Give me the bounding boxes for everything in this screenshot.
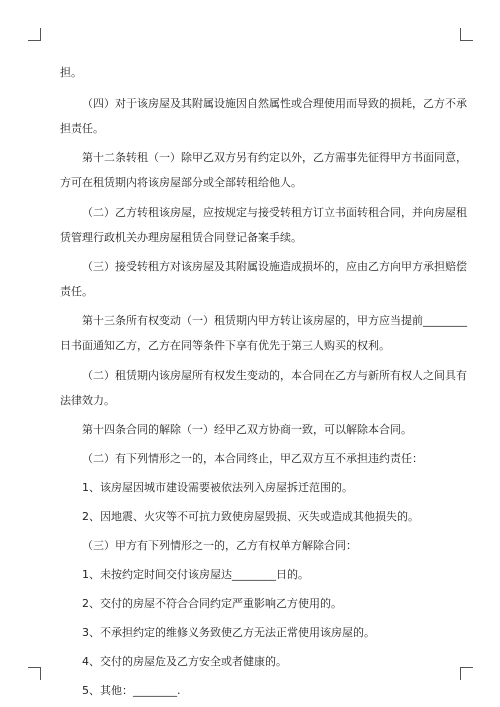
text-line: 5、其他：________.	[82, 684, 181, 697]
text-line: 2、因地震、火灾等不可抗力致使房屋毁损、灭失或造成其他损失的。	[82, 510, 419, 523]
text-line: 法律效力。	[60, 394, 115, 407]
text-line: （三）接受转租方对该房屋及其附属设施造成损坏的，应由乙方向甲方承担赔偿	[82, 260, 467, 273]
text-line: （二）租赁期内该房屋所有权发生变动的，本合同在乙方与新所有权人之间具有	[82, 369, 467, 382]
crop-mark-top-left	[28, 28, 41, 41]
text-line: （三）甲方有下列情形之一的，乙方有权单方解除合同：	[82, 539, 357, 552]
text-line: 2、交付的房屋不符合合同约定严重影响乙方使用的。	[82, 597, 342, 610]
text-line: 日书面通知乙方，乙方在同等条件下享有优先于第三人购买的权利。	[60, 339, 390, 352]
text-line: 3、不承担约定的维修义务致使乙方无法正常使用该房屋的。	[82, 626, 375, 639]
text-line: 1、未按约定时间交付该房屋达________日的。	[82, 568, 309, 581]
text-line: 第十二条转租（一）除甲乙双方另有约定以外，乙方需事先征得甲方书面同意，	[82, 151, 467, 164]
crop-mark-top-right	[460, 28, 473, 41]
text-line: 第十三条所有权变动（一）租赁期内甲方转让该房屋的，甲方应当提前________	[82, 314, 467, 327]
text-line: 担。	[60, 66, 82, 79]
text-line: （二）有下列情形之一的，本合同终止，甲乙双方互不承担违约责任：	[82, 452, 423, 465]
text-line: （二）乙方转租该房屋，应按规定与接受转租方订立书面转租合同，并向房屋租	[82, 206, 467, 219]
text-line: 方可在租赁期内将该房屋部分或全部转租给他人。	[60, 176, 302, 189]
crop-mark-bottom-left	[28, 667, 41, 680]
text-line: （四）对于该房屋及其附属设施因自然属性或合理使用而导致的损耗，乙方不承	[82, 97, 467, 110]
text-line: 担责任。	[60, 122, 104, 135]
text-line: 责任。	[60, 285, 93, 298]
text-line: 第十四条合同的解除（一）经甲乙双方协商一致，可以解除本合同。	[82, 423, 412, 436]
text-line: 4、交付的房屋危及乙方安全或者健康的。	[82, 655, 287, 668]
text-line: 赁管理行政机关办理房屋租赁合同登记备案手续。	[60, 231, 302, 244]
text-line: 1、该房屋因城市建设需要被依法列入房屋拆迁范围的。	[82, 481, 353, 494]
